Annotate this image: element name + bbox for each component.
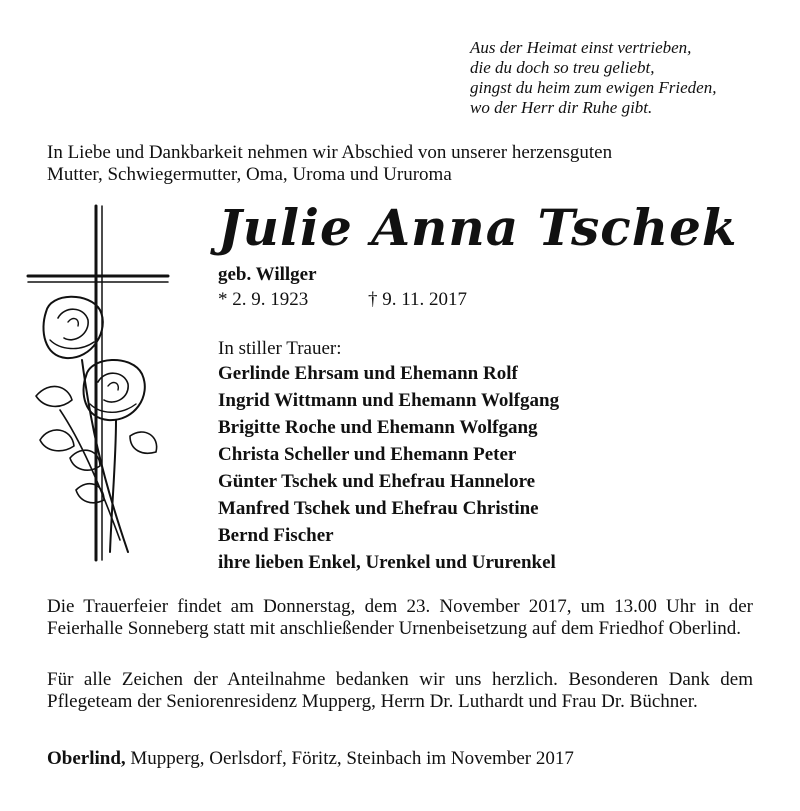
places-rest: Mupperg, Oerlsdorf, Föritz, Steinbach im November 2017: [125, 748, 574, 769]
poem-line: gingst du heim zum ewigen Frieden,: [470, 78, 717, 97]
mourner-entry: Gerlinde Ehrsam und Ehemann Rolf: [218, 363, 518, 384]
places-primary: Oberlind,: [47, 748, 126, 769]
mourner-entry: Manfred Tschek und Ehefrau Christine: [218, 498, 539, 519]
mourner-entry: Bernd Fischer: [218, 525, 334, 546]
poem-line: Aus der Heimat einst vertrieben,: [470, 38, 692, 57]
intro-line: Mutter, Schwiegermutter, Oma, Uroma und Ururoma: [47, 164, 452, 185]
mourner-entry: Ingrid Wittmann und Ehemann Wolfgang: [218, 390, 560, 411]
thanks-text: Für alle Zeichen der Anteilnahme bedanken wir uns herzlich. Besonderen Dank dem Pflegeteam der Seniorenresidenz Mupperg, Herrn Dr. Luthardt und Frau Dr. Büchner.: [47, 669, 753, 712]
intro-line: In Liebe und Dankbarkeit nehmen wir Abschied von unserer herzensguten: [47, 142, 613, 163]
funeral-info: Die Trauerfeier findet am Donnerstag, dem 23. November 2017, um 13.00 Uhr in der Feierhalle Sonneberg statt mit anschließender Urnenbeisetzung auf dem Friedhof Oberlind.: [47, 596, 753, 639]
intro-text: [47, 142, 767, 186]
mourning-label: In stiller Trauer:: [218, 338, 342, 359]
places-line: [47, 748, 753, 770]
life-dates: [218, 289, 468, 311]
poem-line: die du doch so treu geliebt,: [470, 58, 655, 77]
cross-with-roses-icon: [20, 200, 190, 580]
deceased-name: Julie Anna Tschek: [218, 198, 738, 257]
mourner-entry: Brigitte Roche und Ehemann Wolfgang: [218, 417, 538, 438]
birth-date: * 2. 9. 1923: [218, 289, 309, 310]
birth-name: geb. Willger: [218, 264, 317, 285]
mourners-list: [218, 360, 559, 576]
death-date: † 9. 11. 2017: [368, 289, 468, 310]
mourner-entry: Christa Scheller und Ehemann Peter: [218, 444, 517, 465]
mourner-entry: ihre lieben Enkel, Urenkel und Ururenkel: [218, 552, 556, 573]
poem-line: wo der Herr dir Ruhe gibt.: [470, 98, 653, 117]
poem: [470, 38, 790, 118]
mourner-entry: Günter Tschek und Ehefrau Hannelore: [218, 471, 536, 492]
